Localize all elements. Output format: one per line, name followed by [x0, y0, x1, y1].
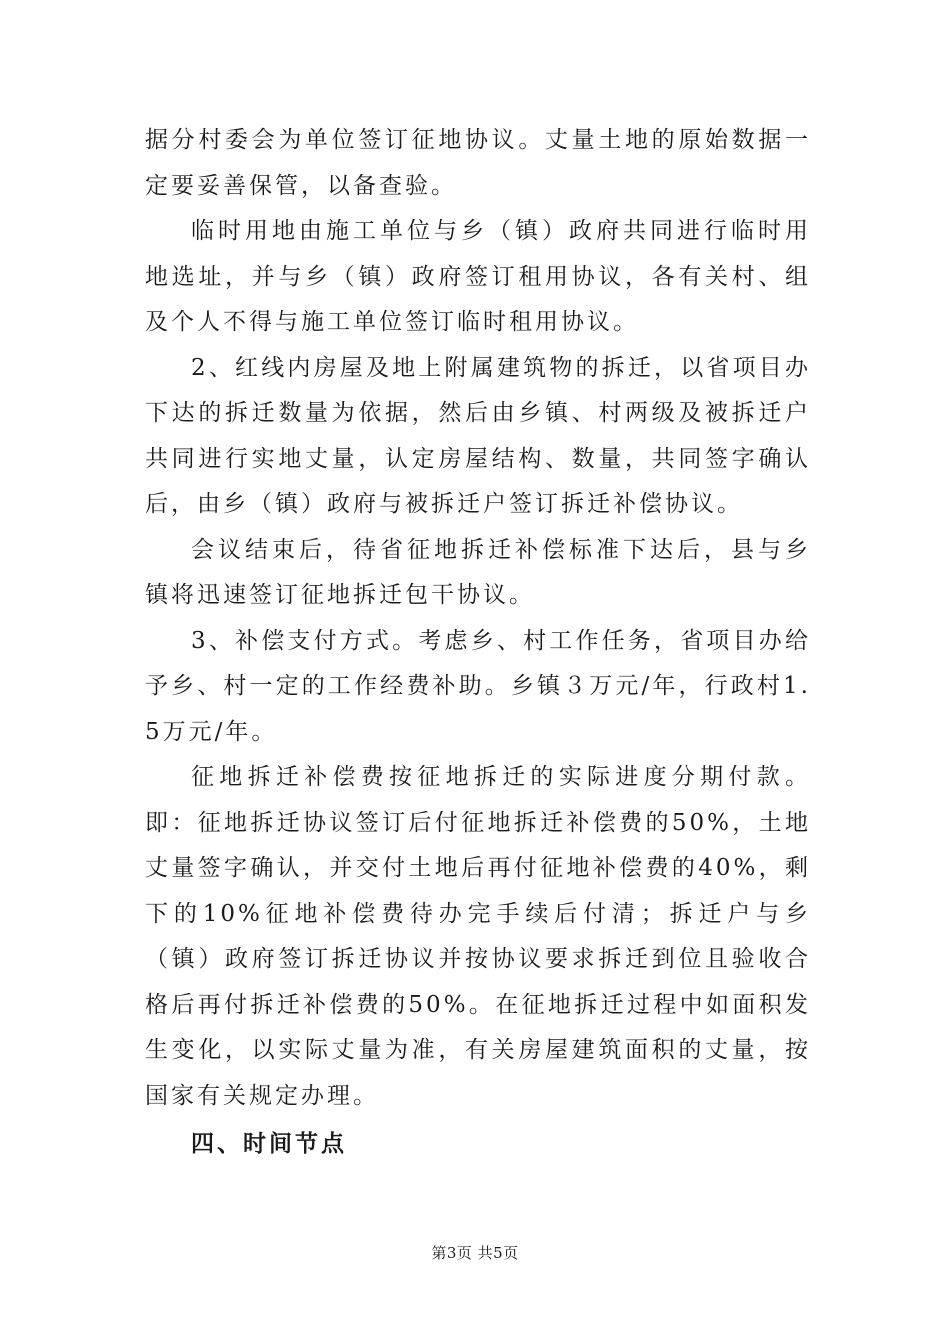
page-number-footer: 第3页 共5页 [431, 1244, 519, 1262]
paragraph-payment-method: 3、补偿支付方式。考虑乡、村工作任务，省项目办给予乡、村一定的工作经费补助。乡镇３万元/年，行政村1.5万元/年。 [145, 627, 811, 745]
paragraph-temporary-land: 临时用地由施工单位与乡（镇）政府共同进行临时用地选址，并与乡（镇）政府签订租用协议，各有关村、组及个人不得与施工单位签订临时租用协议。 [145, 218, 811, 335]
paragraph-installment-payment: 征地拆迁补偿费按征地拆迁的实际进度分期付款。即：征地拆迁协议签订后付征地拆迁补偿费的50%，土地丈量签字确认，并交付土地后再付征地补偿费的40%，剩下的10%征地补偿费待办完手续后付清；拆迁户与乡（镇）政府签订拆迁协议并按协议要求拆迁到位且验收合格后再付拆迁补偿费的50%。在征地拆迁过程中如面积发生变化，以实际丈量为准，有关房屋建筑面积的丈量，按国家有关规定办理。 [145, 764, 811, 1109]
paragraph-land-agreement-continued: 据分村委会为单位签订征地协议。丈量土地的原始数据一定要妥善保管，以备查验。 [145, 127, 811, 199]
document-body [145, 118, 811, 1168]
section-heading-timeline: 四、时间节点 [191, 1131, 347, 1157]
paragraph-meeting-conclusion: 会议结束后，待省征地拆迁补偿标准下达后，县与乡镇将迅速签订征地拆迁包干协议。 [145, 536, 811, 608]
paragraph-demolition-red-line: 2、红线内房屋及地上附属建筑物的拆迁，以省项目办下达的拆迁数量为依据，然后由乡镇、村两级及被拆迁户共同进行实地丈量，认定房屋结构、数量，共同签字确认后，由乡（镇）政府与被拆迁户签订拆迁补偿协议。 [145, 354, 811, 517]
